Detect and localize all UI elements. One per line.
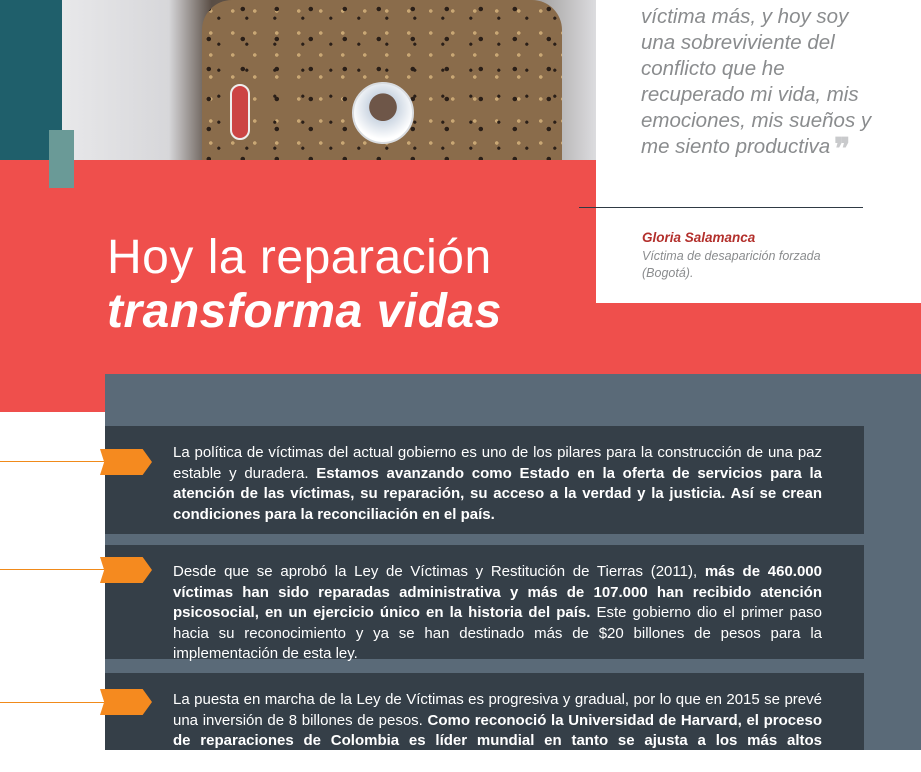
testimonial-author-description: Víctima de desaparición forzada (Bogotá). (642, 249, 821, 280)
testimonial-author: Gloria Salamanca (642, 230, 756, 245)
orange-arrow-icon (100, 689, 152, 715)
testimonial-quote: víctima más, y hoy soy una sobreviviente del conflicto que he recuperado mi vida, mis emociones, mis sueños y me siento productiva ❞ (641, 5, 872, 166)
paragraph-bold-text: más de 460.000 víctimas han sido reparadas administrativa y más de 107.000 han recibido atención psicosocial, en un ejercicio único en la historia del país. (173, 563, 822, 621)
orange-arrow-icon (100, 449, 152, 475)
testimonial-box (596, 0, 921, 303)
close-quote-icon: ❞ (834, 133, 851, 166)
paragraph-block-2 (105, 545, 864, 662)
memorial-photo-button (352, 82, 414, 144)
connector-line (0, 702, 104, 703)
connector-line (0, 461, 104, 462)
paragraph-bold-text: Estamos avanzando como Estado en la oferta de servicios para la atención de las víctimas, su reparación, su acceso a la verdad y la justicia. Así se crean condiciones para la reconciliación en el país. (173, 464, 823, 523)
paragraph-block-3 (105, 673, 864, 770)
paragraph-text-tail: Este gobierno dio el primer paso hacia su reconocimiento y ya se han destinado más de $20 billones de pesos para la implementación de esta ley. (173, 604, 822, 662)
memorial-pin-small (230, 84, 250, 140)
orange-arrow-icon (100, 557, 152, 583)
headline-line-1: Hoy la reparación (107, 231, 492, 284)
paragraph-text: La puesta en marcha de la Ley de Víctimas es progresiva y gradual, por lo que en 2015 se prevé una inversión de 8 billones de pesos. (173, 691, 822, 729)
connector-line (0, 569, 104, 570)
headline-line-2: transforma vidas (107, 285, 502, 338)
paragraph-text: Desde que se aprobó la Ley de Víctimas y Restitución de Tierras (2011), (173, 563, 705, 580)
paragraph-text: La política de víctimas del actual gobierno es uno de los pilares para la construcción de una paz estable y duradera. (173, 444, 822, 482)
paragraph-block-1 (105, 426, 864, 534)
teal-accent-tab (49, 130, 74, 188)
portrait-photo (62, 0, 596, 162)
testimonial-divider (579, 207, 863, 208)
paragraph-bold-text: Como reconoció la Universidad de Harvard, el proceso de reparaciones de Colombia es líder mundial en tanto se ajusta a los más altos estándares internacionales. En mundo las reparaciones se tramitan. (173, 711, 822, 770)
